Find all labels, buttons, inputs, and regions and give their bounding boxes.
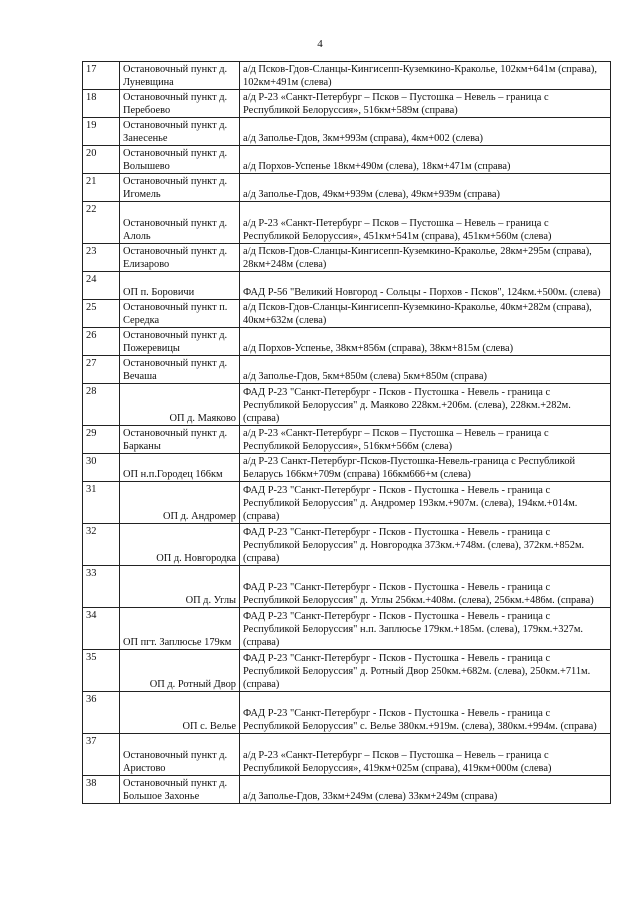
bus-stops-table bbox=[82, 61, 611, 804]
stop-name-text: Остановочный пункт п. Середка bbox=[123, 302, 228, 326]
row-number-cell: 35 bbox=[83, 650, 120, 692]
row-number-cell: 26 bbox=[83, 328, 120, 356]
stop-name-cell bbox=[120, 776, 240, 804]
stop-location-cell: ФАД Р-23 "Санкт-Петербург - Псков - Пустошка - Невель - граница с Республикой Белоруссия" д. Ротный Двор 250км.+682м. (слева), 250км.+711м. (справа) bbox=[240, 650, 611, 692]
stop-name-text: ОП д. Новгородка bbox=[156, 553, 236, 564]
row-number-cell: 21 bbox=[83, 174, 120, 202]
row-number-cell: 23 bbox=[83, 244, 120, 272]
table-row bbox=[83, 650, 611, 692]
stop-name-cell bbox=[120, 426, 240, 454]
table-row bbox=[83, 454, 611, 482]
page-number: 4 bbox=[317, 38, 323, 50]
table-row bbox=[83, 300, 611, 328]
row-number-cell: 32 bbox=[83, 524, 120, 566]
stop-location-cell: а/д Р-23 «Санкт-Петербург – Псков – Пустошка – Невель – граница с Республикой Белоруссия», 451км+541м (справа), 451км+560м (слева) bbox=[240, 202, 611, 244]
stop-name-text: Остановочный пункт д. Елизарово bbox=[123, 246, 228, 270]
stop-location-cell: а/д Заполье-Гдов, 33км+249м (слева) 33км+249м (справа) bbox=[240, 776, 611, 804]
stop-name-text: ОП д. Ротный Двор bbox=[149, 679, 236, 690]
table-row bbox=[83, 244, 611, 272]
stop-name-text: Остановочный пункт д. Аристово bbox=[123, 750, 228, 774]
row-number-cell: 38 bbox=[83, 776, 120, 804]
stop-name-text: ОП д. Углы bbox=[185, 595, 236, 606]
stop-name-text: Остановочный пункт д. Вечаша bbox=[123, 358, 228, 382]
stop-location-cell: а/д Р-23 «Санкт-Петербург – Псков – Пустошка – Невель – граница с Республикой Белоруссия», 516км+589м (справа) bbox=[240, 90, 611, 118]
stop-name-cell bbox=[120, 608, 240, 650]
stop-location-cell: ФАД Р-23 "Санкт-Петербург - Псков - Пустошка - Невель - граница с Республикой Белоруссия" с. Велье 380км.+919м. (слева), 380км.+994м. (справа) bbox=[240, 692, 611, 734]
row-number-cell: 27 bbox=[83, 356, 120, 384]
stop-location-cell: ФАД Р-23 "Санкт-Петербург - Псков - Пустошка - Невель - граница с Республикой Белоруссия" д. Новгородка 373км.+748м. (слева), 372км.+852м. (справа) bbox=[240, 524, 611, 566]
stop-location-cell: а/д Порхов-Успенье 18км+490м (слева), 18км+471м (справа) bbox=[240, 146, 611, 174]
stop-name-cell bbox=[120, 692, 240, 734]
stop-name-cell bbox=[120, 566, 240, 608]
table-row bbox=[83, 608, 611, 650]
stop-name-text: Остановочный пункт д. Большое Захонье bbox=[123, 778, 228, 802]
table-row bbox=[83, 328, 611, 356]
row-number-cell: 22 bbox=[83, 202, 120, 244]
stop-location-cell: ФАД Р-23 "Санкт-Петербург - Псков - Пустошка - Невель - граница с Республикой Белоруссия" н.п. Заплюсье 179км.+185м. (слева), 179км.+327м. (справа) bbox=[240, 608, 611, 650]
table-row bbox=[83, 356, 611, 384]
stop-location-cell: а/д Порхов-Успенье, 38км+856м (справа), 38км+815м (слева) bbox=[240, 328, 611, 356]
table-row bbox=[83, 62, 611, 90]
stop-name-text: ОП д. Андромер bbox=[162, 511, 236, 522]
row-number-cell: 31 bbox=[83, 482, 120, 524]
row-number-cell: 36 bbox=[83, 692, 120, 734]
stop-location-cell: ФАД Р-23 "Санкт-Петербург - Псков - Пустошка - Невель - граница с Республикой Белоруссия" д. Андромер 193км.+907м. (слева), 194км.+014м. (справа) bbox=[240, 482, 611, 524]
row-number-cell: 28 bbox=[83, 384, 120, 426]
stop-location-cell: а/д Псков-Гдов-Сланцы-Кингисепп-Куземкино-Краколье, 102км+641м (справа), 102км+491м (слева) bbox=[240, 62, 611, 90]
stop-name-cell bbox=[120, 244, 240, 272]
stop-location-cell: а/д Заполье-Гдов, 5км+850м (слева) 5км+850м (справа) bbox=[240, 356, 611, 384]
stop-name-cell bbox=[120, 202, 240, 244]
stop-name-text: Остановочный пункт д. Алоль bbox=[123, 218, 228, 242]
stop-location-cell: а/д Псков-Гдов-Сланцы-Кингисепп-Куземкино-Краколье, 28км+295м (справа), 28км+248м (слева) bbox=[240, 244, 611, 272]
row-number-cell: 20 bbox=[83, 146, 120, 174]
stop-name-cell bbox=[120, 62, 240, 90]
stop-name-cell bbox=[120, 482, 240, 524]
stop-name-text: Остановочный пункт д. Перебоево bbox=[123, 92, 228, 116]
stop-name-text: Остановочный пункт д. Игомель bbox=[123, 176, 228, 200]
table-row bbox=[83, 776, 611, 804]
stop-name-cell bbox=[120, 118, 240, 146]
stop-name-cell bbox=[120, 384, 240, 426]
stop-name-cell bbox=[120, 90, 240, 118]
table-row bbox=[83, 566, 611, 608]
stop-name-text: Остановочный пункт д. Луневщина bbox=[123, 64, 228, 88]
table-row bbox=[83, 272, 611, 300]
row-number-cell: 25 bbox=[83, 300, 120, 328]
stop-name-text: Остановочный пункт д. Волышево bbox=[123, 148, 228, 172]
table-row bbox=[83, 524, 611, 566]
stop-name-text: ОП с. Велье bbox=[182, 721, 236, 732]
row-number-cell: 17 bbox=[83, 62, 120, 90]
stop-name-cell bbox=[120, 524, 240, 566]
stop-location-cell: а/д Заполье-Гдов, 3км+993м (справа), 4км+002 (слева) bbox=[240, 118, 611, 146]
stop-name-cell bbox=[120, 328, 240, 356]
table-row bbox=[83, 426, 611, 454]
row-number-cell: 29 bbox=[83, 426, 120, 454]
table-row bbox=[83, 384, 611, 426]
table-row bbox=[83, 202, 611, 244]
stop-name-cell bbox=[120, 650, 240, 692]
stop-location-cell: ФАД Р-23 "Санкт-Петербург - Псков - Пустошка - Невель - граница с Республикой Белоруссия" д. Углы 256км.+408м. (слева), 256км.+486м. (справа) bbox=[240, 566, 611, 608]
row-number-cell: 37 bbox=[83, 734, 120, 776]
stop-name-cell bbox=[120, 454, 240, 482]
stop-name-cell bbox=[120, 300, 240, 328]
stop-name-text: Остановочный пункт д. Пожеревицы bbox=[123, 330, 228, 354]
stop-name-text: ОП п. Боровичи bbox=[123, 287, 195, 298]
stop-name-text: ОП пгт. Заплюсье 179км bbox=[123, 637, 232, 648]
stop-location-cell: а/д Р-23 «Санкт-Петербург – Псков – Пустошка – Невель – граница с Республикой Белоруссия», 516км+566м (слева) bbox=[240, 426, 611, 454]
table-row bbox=[83, 146, 611, 174]
bus-stops-table-body bbox=[83, 62, 611, 804]
table-row bbox=[83, 734, 611, 776]
stop-name-text: Остановочный пункт д. Барканы bbox=[123, 428, 228, 452]
row-number-cell: 19 bbox=[83, 118, 120, 146]
row-number-cell: 18 bbox=[83, 90, 120, 118]
stop-name-text: ОП н.п.Городец 166км bbox=[123, 469, 223, 480]
stop-name-cell bbox=[120, 272, 240, 300]
table-row bbox=[83, 118, 611, 146]
stop-location-cell: а/д Р-23 «Санкт-Петербург – Псков – Пустошка – Невель – граница с Республикой Белоруссия», 419км+025м (справа), 419км+000м (слева) bbox=[240, 734, 611, 776]
stop-location-cell: а/д Заполье-Гдов, 49км+939м (слева), 49км+939м (справа) bbox=[240, 174, 611, 202]
table-row bbox=[83, 174, 611, 202]
stop-name-cell bbox=[120, 356, 240, 384]
row-number-cell: 30 bbox=[83, 454, 120, 482]
stop-name-cell bbox=[120, 734, 240, 776]
stop-name-cell bbox=[120, 146, 240, 174]
stop-location-cell: а/д Р-23 Санкт-Петербург-Псков-Пустошка-Невель-граница с Республикой Беларусь 166км+709м (справа) 166км666+м (слева) bbox=[240, 454, 611, 482]
row-number-cell: 34 bbox=[83, 608, 120, 650]
stop-name-text: Остановочный пункт д. Занесенье bbox=[123, 120, 228, 144]
stop-name-cell bbox=[120, 174, 240, 202]
row-number-cell: 24 bbox=[83, 272, 120, 300]
table-row bbox=[83, 692, 611, 734]
row-number-cell: 33 bbox=[83, 566, 120, 608]
stop-name-text: ОП д. Маяково bbox=[169, 413, 236, 424]
table-row bbox=[83, 90, 611, 118]
stop-location-cell: ФАД Р-56 "Великий Новгород - Сольцы - Порхов - Псков", 124км.+500м. (слева) bbox=[240, 272, 611, 300]
stop-location-cell: ФАД Р-23 "Санкт-Петербург - Псков - Пустошка - Невель - граница с Республикой Белоруссия" д. Маяково 228км.+206м. (слева), 228км.+282м. (справа) bbox=[240, 384, 611, 426]
stop-location-cell: а/д Псков-Гдов-Сланцы-Кингисепп-Куземкино-Краколье, 40км+282м (справа), 40км+632м (слева) bbox=[240, 300, 611, 328]
table-row bbox=[83, 482, 611, 524]
